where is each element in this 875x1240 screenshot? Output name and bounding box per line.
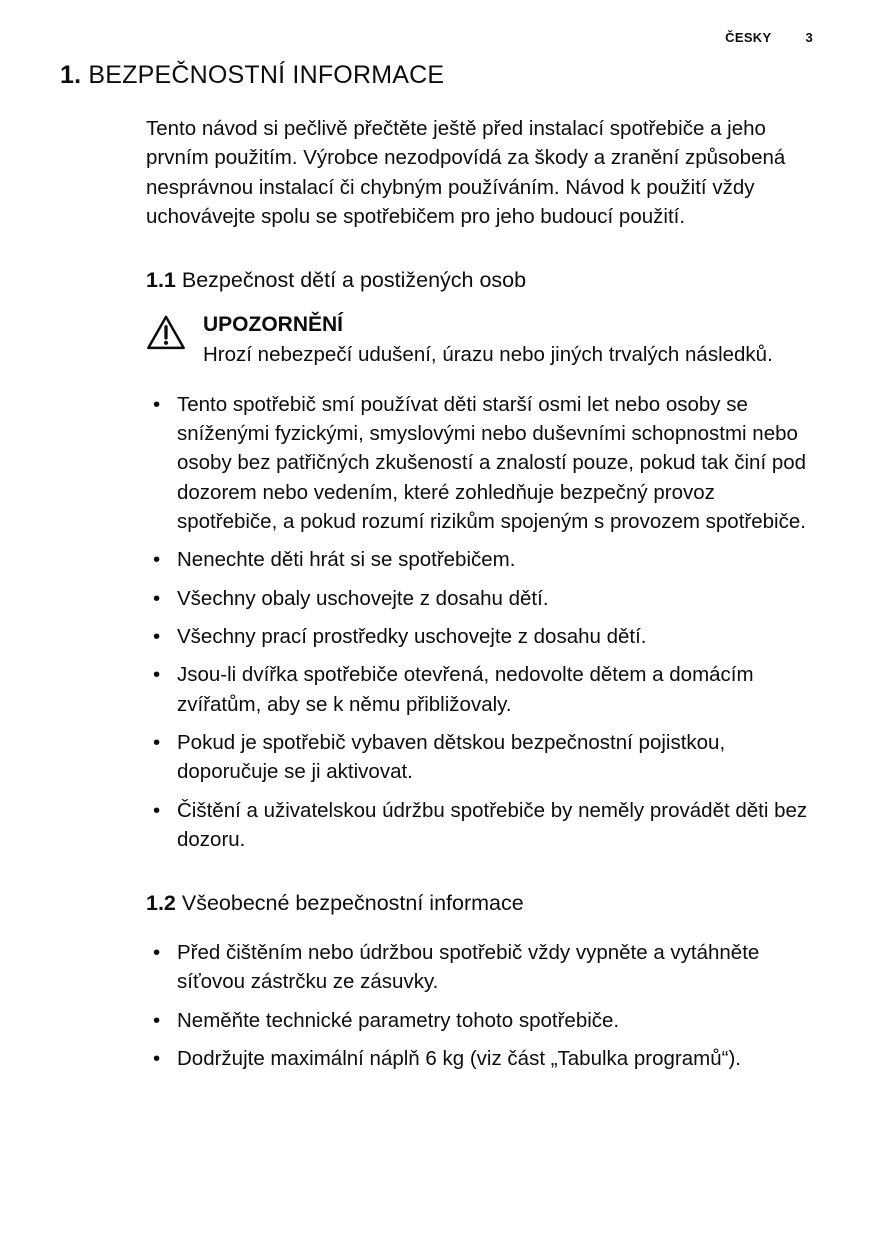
page-header — [0, 30, 813, 45]
section-1-1-bullet-list — [146, 390, 817, 854]
chapter-label: BEZPEČNOSTNÍ INFORMACE — [88, 61, 445, 89]
warning-box — [146, 312, 817, 370]
page-content — [146, 114, 817, 1073]
language-label: ČESKY — [725, 30, 772, 45]
section-1-1-number: 1.1 — [146, 268, 176, 293]
section-1-1-label: Bezpečnost dětí a postižených osob — [181, 268, 527, 293]
warning-title: UPOZORNĚNÍ — [203, 313, 344, 337]
section-1-2-heading — [146, 890, 817, 918]
list-item: • Dodržujte maximální náplň 6 kg (viz část „Tabulka programů“). — [146, 1044, 817, 1073]
list-item: • Tento spotřebič smí používat děti starší osmi let nebo osoby se sníženými fyzickými, smyslovými nebo duševními schopnostmi nebo osoby bez patřičných zkušeností a znalostí pouze, pokud tak činí pod dozorem nebo vedením, které zohledňuje bezpečný provoz spotřebiče, a pokud rozumí rizikům spojeným s provozem spotřebiče. — [146, 390, 817, 537]
list-item: • Neměňte technické parametry tohoto spotřebiče. — [146, 1006, 817, 1035]
warning-text-block — [203, 312, 773, 370]
warning-message: Hrozí nebezpečí udušení, úrazu nebo jiných trvalých následků. — [203, 343, 773, 367]
list-item: • Před čištěním nebo údržbou spotřebič vždy vypněte a vytáhněte síťovou zástrčku ze zásuvky. — [146, 938, 817, 997]
section-1-2-number: 1.2 — [146, 891, 176, 916]
list-item: • Jsou-li dvířka spotřebiče otevřená, nedovolte dětem a domácím zvířatům, aby se k němu přibližovaly. — [146, 660, 817, 719]
intro-paragraph: Tento návod si pečlivě přečtěte ještě před instalací spotřebiče a jeho prvním použitím. Výrobce nezodpovídá za škody a zranění způsobená nesprávnou instalací či chybným používáním. Návod k použití vždy uchovávejte spolu se spotřebičem pro jeho budoucí použití. — [146, 117, 786, 228]
section-1-2-bullet-list — [146, 938, 817, 1073]
page-number: 3 — [805, 30, 813, 45]
warning-triangle-icon — [146, 314, 186, 351]
list-item: • Všechny obaly uschovejte z dosahu dětí. — [146, 584, 817, 613]
section-1-1-heading — [146, 267, 817, 295]
section-1-2-label: Všeobecné bezpečnostní informace — [181, 891, 524, 916]
list-item: • Pokud je spotřebič vybaven dětskou bezpečnostní pojistkou, doporučuje se ji aktivovat. — [146, 728, 817, 787]
list-item: • Nenechte děti hrát si se spotřebičem. — [146, 545, 817, 574]
list-item: • Čištění a uživatelskou údržbu spotřebiče by neměly provádět děti bez dozoru. — [146, 796, 817, 855]
chapter-number: 1. — [60, 61, 82, 89]
list-item: • Všechny prací prostředky uschovejte z dosahu dětí. — [146, 622, 817, 651]
chapter-title — [60, 61, 817, 90]
